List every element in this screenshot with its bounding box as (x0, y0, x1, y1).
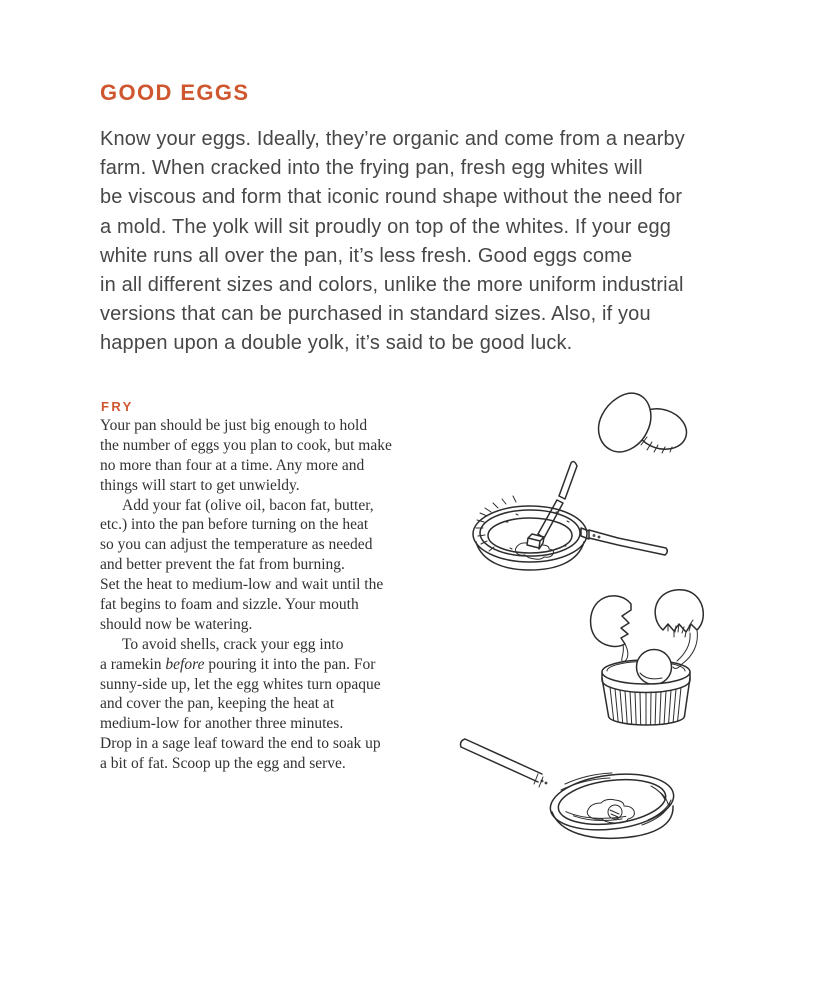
text-segment: fat begins to foam and sizzle. Your mouth (100, 596, 359, 614)
page-title: GOOD EGGS (100, 80, 250, 105)
two-eggs-drawing (580, 387, 700, 462)
intro-line: white runs all over the pan, it’s less fresh. Good eggs come (100, 244, 633, 267)
intro-line: a mold. The yolk will sit proudly on top of the whites. If your egg (100, 215, 672, 238)
intro-line: Know your eggs. Ideally, they’re organic and come from a nearby (100, 128, 685, 150)
text-segment: medium-low for another three minutes. (100, 715, 344, 733)
fry-text-line (100, 535, 392, 555)
ramekin-drawing (585, 588, 715, 730)
text-segment: things will start to get unwieldy. (100, 476, 300, 494)
text-segment: so you can adjust the temperature as needed (100, 536, 373, 554)
intro-line: farm. When cracked into the frying pan, fresh egg whites will (100, 157, 643, 180)
fry-text-line (100, 456, 392, 476)
intro-line: happen upon a double yolk, it’s said to be good luck. (100, 332, 573, 355)
text-segment: the number of eggs you plan to cook, but make (100, 436, 392, 454)
fry-text-line (100, 694, 392, 714)
text-segment: Add your fat (olive oil, bacon fat, butter, (122, 496, 374, 514)
fry-text-line (100, 496, 392, 516)
text-segment: before (165, 655, 205, 673)
fry-text-line (100, 515, 392, 535)
intro-paragraph (100, 125, 685, 359)
text-segment: and better prevent the fat from burning. (100, 556, 345, 574)
fry-text-line (100, 635, 392, 655)
section-heading-fry: FRY (101, 399, 134, 414)
fry-instructions (100, 416, 392, 774)
intro-line: be viscous and form that iconic round shape without the need for (100, 186, 683, 209)
fry-text-line (100, 476, 392, 496)
fry-text-line (100, 555, 392, 575)
fry-text-line (100, 595, 392, 615)
fried-egg-pan-drawing (452, 732, 700, 844)
fry-text-line (100, 734, 392, 754)
fry-text-line (100, 416, 392, 436)
fry-text-line (100, 754, 392, 774)
intro-line: versions that can be purchased in standard sizes. Also, if you (100, 303, 651, 326)
text-segment: etc.) into the pan before turning on the heat (100, 516, 369, 534)
fry-text-line (100, 714, 392, 734)
fry-text-line (100, 675, 392, 695)
intro-line: in all different sizes and colors, unlike the more uniform industrial (100, 273, 684, 296)
text-segment: and cover the pan, keeping the heat at (100, 695, 335, 713)
fry-text-line (100, 436, 392, 456)
butter-pan-drawing (468, 458, 670, 574)
text-segment: Set the heat to medium-low and wait until the (100, 576, 384, 594)
fry-text-line (100, 575, 392, 595)
text-segment: sunny-side up, let the egg whites turn opaque (100, 675, 381, 693)
two-eggs-illustration (580, 387, 700, 462)
text-segment: no more than four at a time. Any more and (100, 456, 365, 474)
fry-text-line (100, 615, 392, 635)
text-segment: a ramekin (100, 655, 166, 673)
text-segment: pouring it into the pan. For (204, 655, 376, 673)
text-segment: Drop in a sage leaf toward the end to soak up (100, 735, 381, 753)
text-segment: a bit of fat. Scoop up the egg and serve. (100, 755, 346, 773)
text-segment: should now be watering. (100, 615, 253, 633)
ramekin-illustration (585, 588, 715, 730)
text-segment: Your pan should be just big enough to hold (100, 417, 368, 434)
butter-pan-illustration (468, 458, 670, 574)
fried-egg-pan-illustration (452, 732, 700, 844)
fry-text-line (100, 655, 392, 675)
text-segment: To avoid shells, crack your egg into (122, 635, 344, 653)
